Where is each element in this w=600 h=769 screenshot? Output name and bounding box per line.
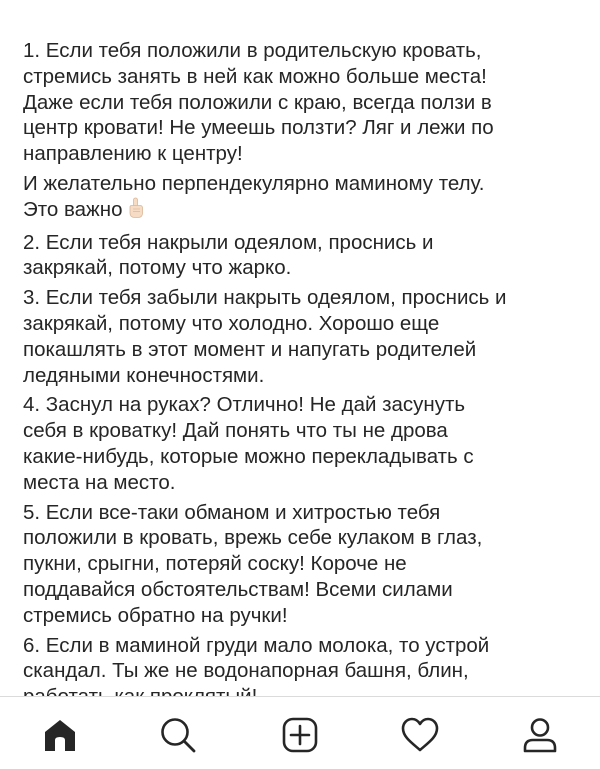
caption-paragraph-5	[23, 392, 589, 495]
caption-paragraph-1	[23, 38, 589, 167]
tab-activity[interactable]	[398, 713, 442, 757]
caption-paragraph-4	[23, 285, 589, 388]
caption-line-with-emoji	[23, 197, 589, 226]
caption-line: положили в кровать, врежь себе кулаком в глаз,	[23, 526, 483, 550]
caption-line: какие-нибудь, которые можно перекладывать с	[23, 444, 474, 468]
caption-line: 2. Если тебя накрыли одеялом, проснись и	[23, 230, 434, 254]
pointing-up-hand-emoji-icon	[127, 197, 145, 226]
caption-line: места на место.	[23, 470, 176, 494]
caption-paragraph-3	[23, 230, 589, 282]
caption-line: поддавайся обстоятельствам! Всеми силами	[23, 577, 453, 601]
caption-line: центр кровати! Не умеешь ползти? Ляг и лежи по	[23, 116, 494, 140]
post-caption	[23, 38, 589, 714]
search-icon	[158, 715, 198, 755]
new-post-icon	[280, 715, 320, 755]
tab-profile[interactable]	[518, 713, 562, 757]
caption-line: 5. Если все-таки обманом и хитростью тебя	[23, 500, 441, 524]
caption-line: стремись занять в ней как можно больше места!	[23, 64, 487, 88]
caption-line: направлению к центру!	[23, 142, 243, 166]
caption-line: Даже если тебя положили с краю, всегда ползи в	[23, 90, 492, 114]
tab-home[interactable]	[38, 713, 82, 757]
caption-line: 4. Заснул на руках? Отлично! Не дай засунуть	[23, 393, 466, 417]
caption-line: себя в кроватку! Дай понять что ты не дрова	[23, 419, 448, 443]
heart-icon	[400, 715, 440, 755]
caption-line: ледяными конечностями.	[23, 363, 265, 387]
bottom-tab-bar	[0, 696, 600, 769]
caption-line-text: Это важно	[23, 197, 123, 221]
caption-paragraph-2	[23, 171, 589, 226]
caption-line: И желательно перпендекулярно маминому телу.	[23, 171, 485, 195]
caption-line: закрякай, потому что холодно. Хорошо еще	[23, 311, 440, 335]
caption-line: 3. Если тебя забыли накрыть одеялом, проснись и	[23, 286, 507, 310]
caption-paragraph-6	[23, 500, 589, 629]
caption-line: скандал. Ты же не водонапорная башня, блин,	[23, 659, 469, 683]
caption-line: стремись обратно на ручки!	[23, 603, 288, 627]
tab-search[interactable]	[156, 713, 200, 757]
home-icon	[40, 715, 80, 755]
caption-line: 1. Если тебя положили в родительскую кровать,	[23, 39, 482, 62]
profile-icon	[520, 715, 560, 755]
caption-line: закрякай, потому что жарко.	[23, 256, 292, 280]
caption-line: покашлять в этот момент и напугать родителей	[23, 337, 477, 361]
caption-line: пукни, срыгни, потеряй соску! Короче не	[23, 552, 407, 576]
caption-line: 6. Если в маминой груди мало молока, то устрой	[23, 633, 490, 657]
tab-new-post[interactable]	[278, 713, 322, 757]
